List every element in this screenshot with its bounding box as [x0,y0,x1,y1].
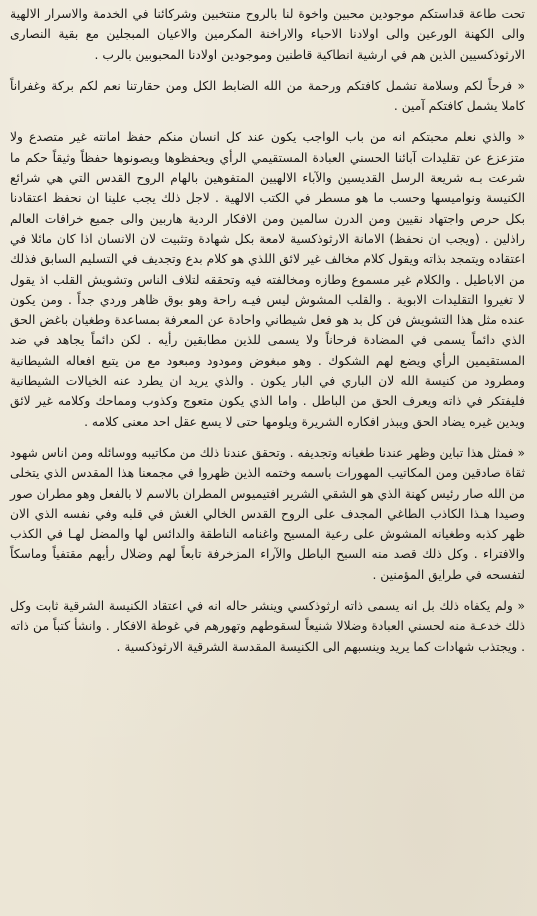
paragraph-salutation-recipients: تحت طاعة قداستكم موجودين محبين واخوة لنا بالروح منتخبين وشركائنا في الخدمة والاسرار الالهية والى الكهنة الورعين والى اولادنا الاحباء والاراخنة المكرمين والاعيان المبجلين مع بقية النصارى الارثوذكسيين الذين هم في ارشية انطاكية قاطنين وموجودين اولادنا المحبوبين بالرب . [10,7,525,62]
paragraph-orthodox-faith: « والذي نعلم محبتكم انه من باب الواجب يكون عند كل انسان منكم حفظ امانته غير متصدع ولا متزعزع عن تقليدات آبائنا الحسني العبادة المستقيمي الرأي ويحفظوها ويصونوها حفظاً وثيقاً حكم ما شرعت بـه شريعة الرسل القديسين والآباء الالهيين المتفوهين بالهام الروح القدس التي هي شرائع الكنيسة ونواميسها وحسب ما هو مسطر في الكتب الالهية . لاجل ذلك يجب علينا ان نحفظ اعتقادنا بكل حرص واجتهاد نقيين ومن الدرن سالمين ومن الافكار الردية هاربين والى جميع خرافات العالم راذلين . (ويجب ان نحفظ) الامانة الارثوذكسية لامعة بكل شهادة وتثبيت لان الانسان اذا كان مائلا في اعتقاده ويتمجد بذاته ويقول كلام مخالف غير لائق اللذي هو كلام بدع وتجديف في التسليم السابق فذلك من الاباطيل . والكلام غير مسموع وطازه ومخالفته فيه وتحققه لتلاف الناس وتشويش القلب اذ يقول لا تغيروا التقليدات الابوية . والقلب المشوش ليس فيـه راحة وهو بوق ظاهر وردي جداً . ومن يكون عنده مثل هذا التشويش فن كل بد هو فعل شيطاني واحادة عن المعرفة بمساعدة وطغيان باغض الحق الذي دائماً يسمى في المضادة فرحاناً ولا يسمى للذين مطابقين رأيه . لكن دائماً يجاهد في ضد المستقيمين الرأي ويضع لهم الشكوك . وهو مبغوض ومودود ومبعود مع من يتبع افعاله الشيطانية ومطرود من كنيسة الله لان الباري في البار يكون . والذي يريد ان يطرد عنه الخيالات الشيطانية فليفتكر في ذاته ويعرف الحق من الباطل . واما الذي يكون متعوج وكذوب ومماحك وكلامه غير لائق ويدين غيره يضاد الحق ويبذر افكاره الشريرة ويلومها حتى لا يسع عقل احد معنى كلامه . [10,130,525,429]
paragraph-false-claims: « ولم يكفاه ذلك بل انه يسمى ذاته ارثوذكسي وينشر حاله انه في اعتقاد الكنيسة الشرقية ثابت وكل ذلك خدعـة منه لحسني العبادة وضلالا شنيعاً لسقوطهم وتهورهم في غوطة الافكار . وانشأ كتباً من ذاته . ويجتذب شهادات كما يريد وينسبهم الى الكنيسة المقدسة الشرقية الارثوذكسية . [10,599,525,654]
paragraph-blessing: « فرحاً لكم وسلامة تشمل كافتكم ورحمة من الله الضابط الكل ومن حقارتنا نعم لكم بركة وغفراناً كاملا يشمل كافتكم آمين . [10,78,525,114]
paragraph-accusation: « فمثل هذا تباين وظهر عندنا طغيانه وتجديفه . وتحقق عندنا ذلك من مكاتيبه ووسائله ومن اناس شهود ثقاة صادقين ومن المكاتيب المهورات باسمه وختمه الذين ظهروا في مجمعنا هذا المقدس الذي يتخلى من الله صار رئيس كهنة الذي هو الشقي الشرير افتيميوس المطران بالاسم لا بالفعل وهو مطران صور وصيدا هـذا الكاذب الطاغي المجدف على الروح القدس الخالي الغش في قلبه وفي نفسه الذي الان ظهر كذبه وطغيانه المشوش على رعية المسيح واغنامه الناطقة والدائس لها والمضل لهـا في الكذب والافتراء . وكل ذلك قصد منه السبح الباطل والآراء المزخرفة تابعاً لهم وضلال رأيهم مقتفياً وماسكاً لتفسحه في طرايق المؤمنين . [10,445,525,582]
